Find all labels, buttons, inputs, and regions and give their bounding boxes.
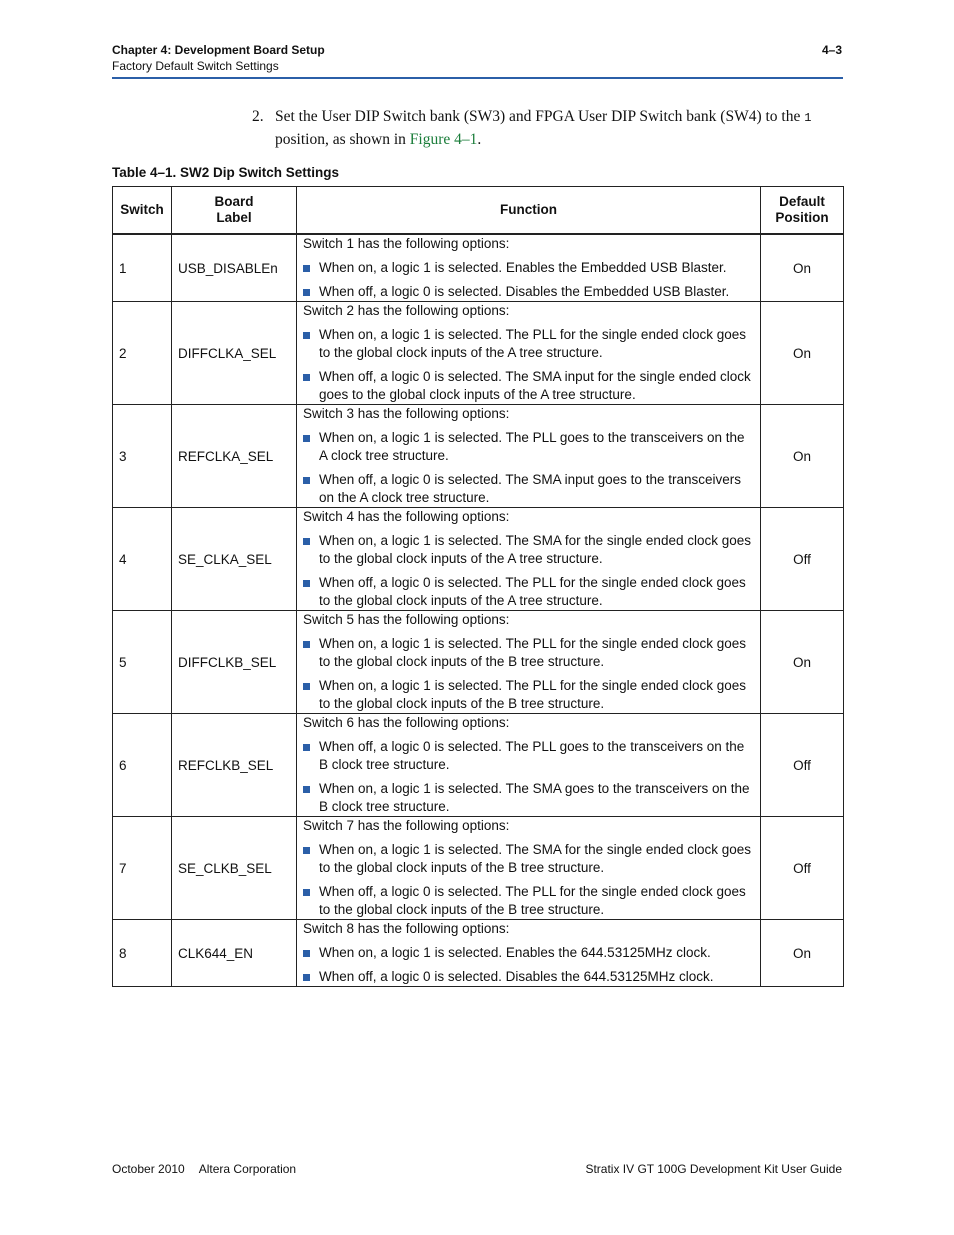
table-row (113, 611, 844, 714)
function-option (303, 259, 754, 277)
option-text: When on, a logic 1 is selected. The SMA for the single ended clock goes to the global clock inputs of the A tree structure. (319, 533, 751, 566)
square-bullet-icon (303, 641, 310, 648)
table-header-row (113, 187, 844, 235)
option-text: When on, a logic 1 is selected. Enables the 644.53125MHz clock. (319, 945, 711, 960)
switch-number: 6 (113, 714, 172, 817)
option-text: When on, a logic 1 is selected. Enables the Embedded USB Blaster. (319, 260, 727, 275)
board-label: REFCLKB_SEL (172, 714, 297, 817)
step-text-before: Set the User DIP Switch bank (SW3) and FPGA User DIP Switch bank (SW4) to the (275, 108, 805, 125)
step-text (275, 106, 850, 150)
step-text-after: . (477, 131, 482, 148)
switch-number: 3 (113, 405, 172, 508)
chapter-title: Chapter 4: Development Board Setup (112, 43, 325, 57)
function-cell (297, 714, 761, 817)
table-row (113, 817, 844, 920)
square-bullet-icon (303, 744, 310, 751)
page-number: 4–3 (821, 43, 842, 57)
table-row (113, 714, 844, 817)
square-bullet-icon (303, 289, 310, 296)
function-cell (297, 302, 761, 405)
function-option (303, 841, 754, 877)
option-text: When off, a logic 0 is selected. Disables the 644.53125MHz clock. (319, 969, 714, 984)
function-cell (297, 920, 761, 987)
square-bullet-icon (303, 974, 310, 981)
function-cell (297, 611, 761, 714)
table-body (113, 234, 844, 987)
table-row (113, 302, 844, 405)
switch-number: 5 (113, 611, 172, 714)
square-bullet-icon (303, 477, 310, 484)
header-default-position: Default Position (761, 187, 844, 235)
default-position: On (761, 920, 844, 987)
table-row (113, 405, 844, 508)
option-text: When off, a logic 0 is selected. The SMA input goes to the transceivers on the A clock tree structure. (319, 472, 741, 505)
switch-number: 2 (113, 302, 172, 405)
footer-guide-title: Stratix IV GT 100G Development Kit User Guide (585, 1162, 842, 1176)
function-cell (297, 405, 761, 508)
option-text: When off, a logic 0 is selected. The PLL goes to the transceivers on the B clock tree structure. (319, 739, 745, 772)
default-position: On (761, 611, 844, 714)
function-option (303, 574, 754, 610)
function-option (303, 326, 754, 362)
default-position: Off (761, 714, 844, 817)
option-text: When off, a logic 0 is selected. The PLL for the single ended clock goes to the global clock inputs of the B tree structure. (319, 884, 746, 917)
figure-link[interactable]: Figure 4–1 (409, 131, 478, 148)
option-text: When on, a logic 1 is selected. The SMA goes to the transceivers on the B clock tree structure. (319, 781, 750, 814)
square-bullet-icon (303, 538, 310, 545)
header-switch: Switch (113, 187, 172, 235)
board-label: DIFFCLKA_SEL (172, 302, 297, 405)
function-intro: Switch 7 has the following options: (303, 818, 510, 833)
board-label: DIFFCLKB_SEL (172, 611, 297, 714)
square-bullet-icon (303, 374, 310, 381)
section-title: Factory Default Switch Settings (112, 59, 279, 73)
board-label: REFCLKA_SEL (172, 405, 297, 508)
function-option (303, 532, 754, 568)
dip-switch-table (112, 186, 844, 987)
footer-date: October 2010 (112, 1162, 185, 1176)
switch-number: 8 (113, 920, 172, 987)
square-bullet-icon (303, 847, 310, 854)
function-intro: Switch 1 has the following options: (303, 236, 510, 251)
function-intro: Switch 3 has the following options: (303, 406, 510, 421)
option-text: When off, a logic 0 is selected. The PLL for the single ended clock goes to the global clock inputs of the A tree structure. (319, 575, 746, 608)
option-text: When off, a logic 0 is selected. The SMA input for the single ended clock goes to the global clock inputs of the A tree structure. (319, 369, 751, 402)
header-divider (112, 77, 843, 79)
option-text: When on, a logic 1 is selected. The PLL for the single ended clock goes to the global clock inputs of the B tree structure. (319, 678, 747, 711)
default-position: On (761, 234, 844, 302)
default-position: On (761, 302, 844, 405)
square-bullet-icon (303, 265, 310, 272)
function-option (303, 283, 754, 301)
footer-company: Altera Corporation (198, 1162, 297, 1176)
board-label: USB_DISABLEn (172, 234, 297, 302)
function-option (303, 471, 754, 507)
function-cell (297, 234, 761, 302)
switch-number: 7 (113, 817, 172, 920)
function-option (303, 944, 754, 962)
footer-left (112, 1162, 310, 1176)
table-row (113, 920, 844, 987)
option-text: When on, a logic 1 is selected. The PLL for the single ended clock goes to the global clock inputs of the B tree structure. (319, 636, 747, 669)
header-function: Function (297, 187, 761, 235)
switch-number: 1 (113, 234, 172, 302)
function-cell (297, 817, 761, 920)
default-position: On (761, 405, 844, 508)
option-text: When off, a logic 0 is selected. Disables the Embedded USB Blaster. (319, 284, 730, 299)
function-intro: Switch 2 has the following options: (303, 303, 510, 318)
page-header (112, 43, 842, 79)
step-text-middle: position, as shown in (275, 131, 410, 148)
function-intro: Switch 5 has the following options: (303, 612, 510, 627)
table-row (113, 234, 844, 302)
square-bullet-icon (303, 683, 310, 690)
table-caption: Table 4–1. SW2 Dip Switch Settings (112, 165, 340, 180)
function-option (303, 738, 754, 774)
function-option (303, 780, 754, 816)
board-label: CLK644_EN (172, 920, 297, 987)
function-cell (297, 508, 761, 611)
square-bullet-icon (303, 950, 310, 957)
step-number: 2. (252, 108, 264, 125)
option-text: When on, a logic 1 is selected. The PLL goes to the transceivers on the A clock tree structure. (319, 430, 745, 463)
function-option (303, 677, 754, 713)
function-intro: Switch 4 has the following options: (303, 509, 510, 524)
default-position: Off (761, 508, 844, 611)
function-option (303, 883, 754, 919)
step-code: 1 (804, 111, 812, 125)
option-text: When on, a logic 1 is selected. The SMA for the single ended clock goes to the global clock inputs of the B tree structure. (319, 842, 751, 875)
function-option (303, 968, 754, 986)
option-text: When on, a logic 1 is selected. The PLL for the single ended clock goes to the global clock inputs of the A tree structure. (319, 327, 747, 360)
board-label: SE_CLKB_SEL (172, 817, 297, 920)
default-position: Off (761, 817, 844, 920)
function-intro: Switch 8 has the following options: (303, 921, 510, 936)
square-bullet-icon (303, 435, 310, 442)
square-bullet-icon (303, 889, 310, 896)
square-bullet-icon (303, 332, 310, 339)
square-bullet-icon (303, 786, 310, 793)
table-row (113, 508, 844, 611)
function-option (303, 368, 754, 404)
square-bullet-icon (303, 580, 310, 587)
function-option (303, 635, 754, 671)
switch-number: 4 (113, 508, 172, 611)
function-intro: Switch 6 has the following options: (303, 715, 510, 730)
board-label: SE_CLKA_SEL (172, 508, 297, 611)
function-option (303, 429, 754, 465)
header-board-label: Board Label (172, 187, 297, 235)
